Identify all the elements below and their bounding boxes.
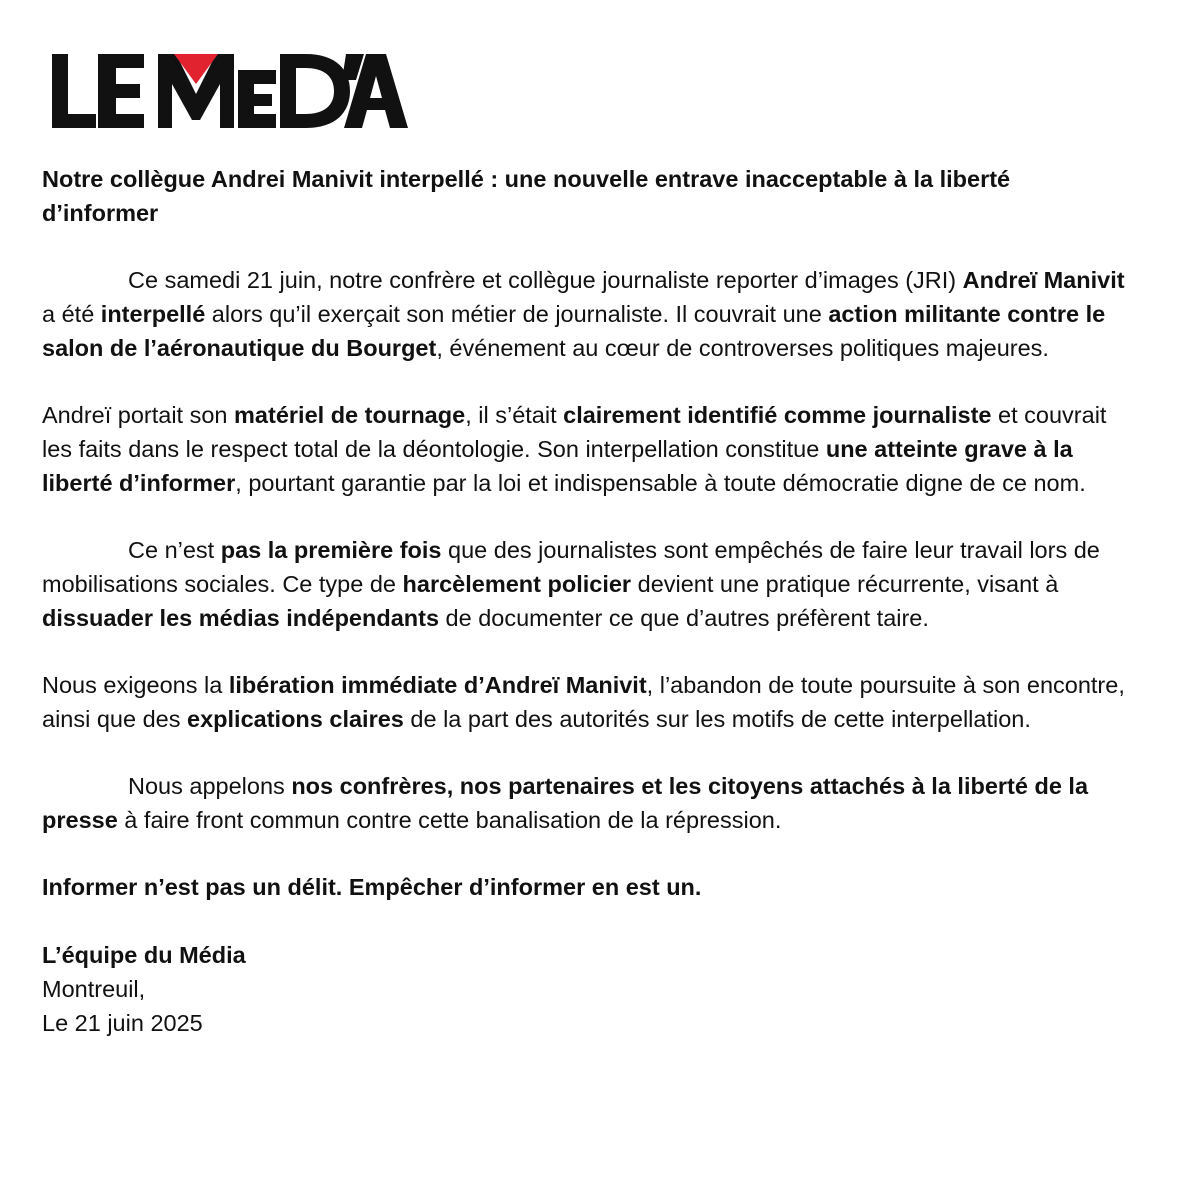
- logo-letter-e2: [238, 70, 276, 128]
- logo-letter-d: [280, 54, 350, 128]
- slogan: Informer n’est pas un délit. Empêcher d’informer en est un.: [42, 874, 702, 900]
- press-release-body: [42, 162, 1132, 1040]
- paragraph-3: Ce n’est pas la première fois que des journalistes sont empêchés de faire leur travail lors de mobilisations sociales. Ce type de harcèlement policier devient une pratique récurrente, visant à dissuader les médias indépendants de documenter ce que d’autres préfèrent taire.: [42, 537, 1100, 631]
- signature-block: [42, 938, 1132, 1040]
- signature-date: Le 21 juin 2025: [42, 1010, 203, 1036]
- logo-letter-l: [52, 54, 96, 128]
- le-media-logo: [50, 50, 410, 130]
- signature-city: Montreuil,: [42, 976, 146, 1002]
- paragraph-2: Andreï portait son matériel de tournage, il s’était clairement identifié comme journaliste et couvrait les faits dans le respect total de la déontologie. Son interpellation constitue une atteinte grave à la liberté d’informer, pourtant garantie par la loi et indispensable à toute démocratie digne de ce nom.: [42, 402, 1107, 496]
- logo-letter-e: [98, 54, 144, 128]
- paragraph-5: Nous appelons nos confrères, nos partenaires et les citoyens attachés à la liberté de la presse à faire front commun contre cette banalisation de la répression.: [42, 773, 1089, 833]
- article-title: Notre collègue Andrei Manivit interpellé : une nouvelle entrave inacceptable à la liberté d’informer: [42, 166, 1011, 226]
- paragraph-1: Ce samedi 21 juin, notre confrère et collègue journaliste reporter d’images (JRI) Andreï Manivit a été interpellé alors qu’il exerçait son métier de journaliste. Il couvrait une action militante contre le salon de l’aéronautique du Bourget, événement au cœur de controverses politiques majeures.: [42, 267, 1125, 361]
- paragraph-4: Nous exigeons la libération immédiate d’Andreï Manivit, l’abandon de toute poursuite à son encontre, ainsi que des explications claires de la part des autorités sur les motifs de cette interpellation.: [42, 672, 1125, 732]
- signature-team: L’équipe du Média: [42, 942, 246, 968]
